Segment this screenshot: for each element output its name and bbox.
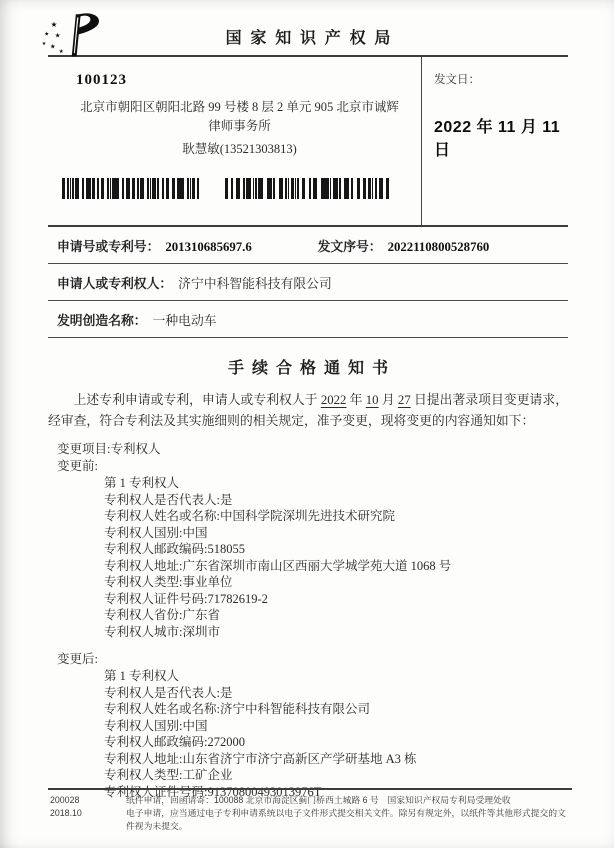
list-item: 专利权人是否代表人:是 [104, 685, 233, 700]
recipient-contact: 耿慧敏(13521303813) [182, 141, 297, 156]
footer-instructions [126, 794, 572, 834]
form-code: 200028 [50, 795, 80, 805]
barcode [62, 178, 200, 199]
application-number-label: 申请号或专利号： [57, 240, 160, 254]
invention-value: 一种电动车 [152, 314, 217, 328]
list-item: 专利权人国别:中国 [104, 718, 208, 733]
notice-text: 年 [346, 393, 366, 407]
svg-text:★: ★ [44, 31, 50, 38]
document-header [41, 0, 568, 57]
list-item: 专利权人证件号码:71782619-2 [104, 591, 268, 606]
footer-line1: 纸件申请，回函请寄：100088 北京市海淀区蓟门桥西土城路 6 号 国家知识产权局专利局受理处收 [126, 795, 511, 805]
list-item: 专利权人国别:中国 [104, 525, 208, 540]
svg-text:★: ★ [58, 49, 64, 56]
notice-text: 日提出著录项目变更请求，经审查，符合专利法及其实施细则的相关规定，准予变更，现将变更的内容通知如下： [48, 393, 569, 428]
agency-title: 国家知识产权局 [225, 30, 400, 47]
recipient-block [48, 57, 421, 225]
notice-title: 手续合格通知书 [227, 360, 396, 377]
before-change-label: 变更前: [57, 459, 98, 473]
list-item: 专利权人邮政编码:272000 [104, 735, 245, 749]
applicant-label: 申请人或专利权人： [57, 277, 173, 291]
list-item: 专利权人姓名或名称:中国科学院深圳先进技术研究院 [104, 509, 395, 523]
list-item: 第 1 专利权人 [104, 669, 180, 683]
before-change-list [104, 475, 568, 640]
list-item: 专利权人省份:广东省 [104, 608, 220, 622]
issue-date-value: 2022 年 11 月 11 日 [434, 119, 561, 159]
list-item: 专利权人地址:广东省深圳市南山区西丽大学城学苑大道 1068 号 [104, 558, 452, 573]
document-meta [48, 227, 568, 338]
serial-number-value: 2022110800528760 [387, 240, 490, 254]
list-item: 专利权人城市:深圳市 [104, 624, 220, 639]
after-change-label: 变更后: [57, 652, 98, 666]
after-change-list [104, 668, 568, 800]
applicant-row [48, 264, 568, 301]
recipient-address: 北京市朝阳区朝阳北路 99 号楼 8 层 2 单元 905 北京市诚辉律师事务所 [80, 100, 399, 134]
svg-text:★: ★ [54, 32, 61, 40]
issue-date-block [421, 57, 568, 225]
application-number-row [48, 227, 568, 264]
recipient-postal-code: 100123 [76, 72, 127, 88]
recipient-section [48, 57, 568, 227]
svg-text:★: ★ [50, 21, 58, 30]
request-day: 27 [397, 393, 411, 407]
notice-paragraph [48, 390, 568, 432]
list-item: 专利权人类型:事业单位 [104, 575, 233, 589]
form-date: 2018.10 [50, 808, 82, 819]
issue-date-label: 发文日： [434, 74, 480, 86]
list-item: 专利权人证件号码:91370800493013976T [104, 784, 322, 799]
footer-line2: 电子申请，应当通过电子专利申请系统以电子文件形式提交相关文件。除另有规定外，以纸件等其他形式提交的文件视为未提交。 [126, 808, 566, 832]
application-number-cell [57, 236, 318, 255]
barcode-row [62, 178, 403, 199]
serial-number-cell [318, 236, 490, 255]
notice-text: 上述专利申请或专利，申请人或专利权人于 [73, 393, 321, 407]
application-number-value: 201310685697.6 [165, 240, 252, 254]
list-item: 专利权人姓名或名称:济宁中科智能科技有限公司 [104, 702, 370, 716]
document-footer [48, 788, 572, 834]
request-month: 10 [365, 393, 379, 407]
barcode [225, 178, 390, 199]
request-year: 2022 [320, 393, 347, 407]
list-item: 专利权人类型:工矿企业 [104, 768, 233, 782]
invention-label: 发明创造名称： [57, 314, 147, 328]
list-item: 专利权人是否代表人:是 [104, 492, 233, 507]
change-item-label: 变更项目: [57, 442, 111, 456]
notice-text: 月 [378, 393, 398, 407]
applicant-value: 济宁中科智能科技有限公司 [178, 277, 332, 291]
list-item: 第 1 专利权人 [104, 476, 180, 490]
invention-row [48, 301, 568, 338]
form-code-block [48, 794, 126, 834]
change-item-value: 专利权人 [110, 442, 161, 456]
list-item: 专利权人地址:山东省济宁市济宁高新区产学研基地 A3 栋 [104, 751, 417, 766]
list-item: 专利权人邮政编码:518055 [104, 542, 245, 556]
svg-text:★: ★ [41, 42, 47, 48]
serial-number-label: 发文序号： [317, 240, 382, 254]
change-item-line [57, 441, 568, 458]
svg-text:★: ★ [49, 43, 56, 51]
